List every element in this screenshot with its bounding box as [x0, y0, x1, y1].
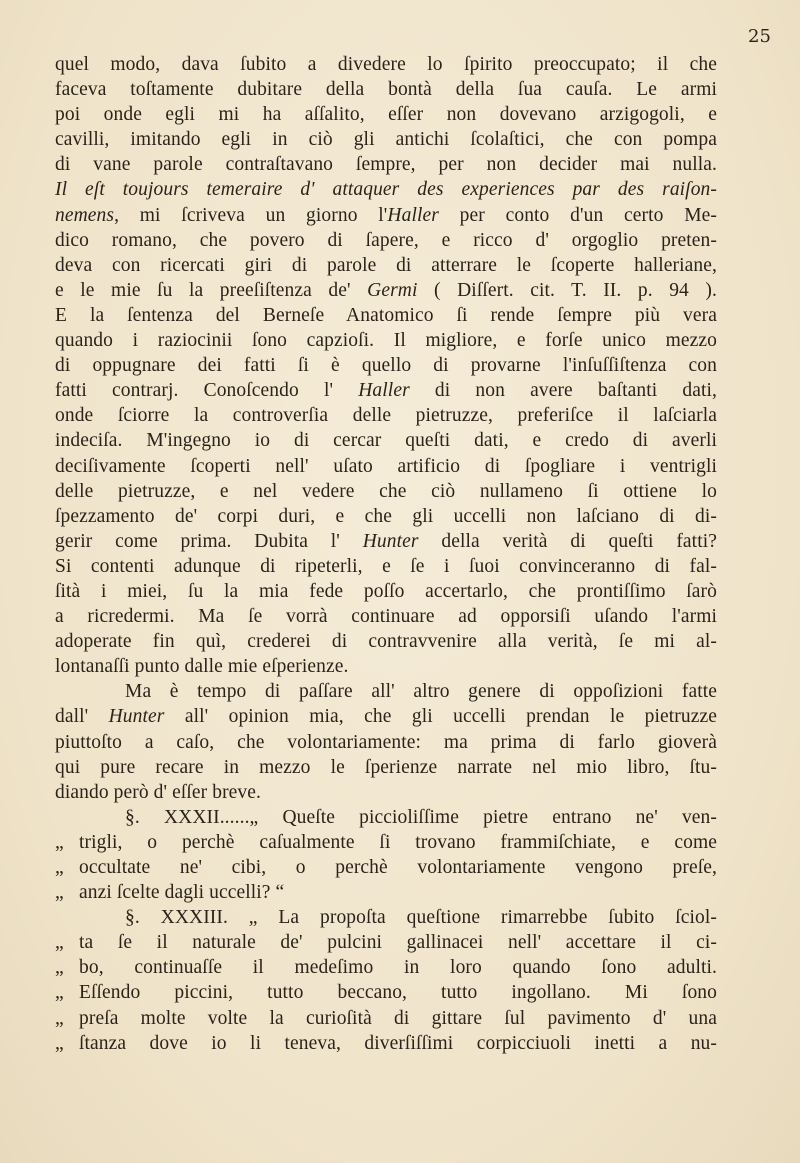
text-line: [55, 77, 717, 102]
text-line: [55, 579, 717, 604]
text-segment: bo, continuaſſe il medeſimo in loro quando ſono adulti.: [79, 957, 717, 979]
text-line: [55, 454, 717, 479]
text-line: [55, 780, 717, 805]
text-line: [55, 905, 717, 930]
text-segment: poi onde egli mi ha aſſalito, eſſer non dovevano arzigogoli, e: [55, 104, 717, 126]
text-segment: , mi ſcriveva un giorno l': [114, 204, 388, 226]
text-segment: qui pure recare in mezzo le ſperienze narrate nel mio libro, ſtu-: [55, 756, 717, 778]
text-line: [55, 980, 717, 1005]
text-line: [55, 303, 717, 328]
text-segment: Eſſendo piccini, tutto beccano, tutto ingollano. Mi ſono: [79, 982, 717, 1004]
italic-text: Haller: [358, 380, 410, 402]
text-line: [55, 428, 717, 453]
text-line: [55, 704, 717, 729]
text-line: [55, 52, 717, 77]
italic-text: nemens: [55, 204, 115, 226]
italic-text: Germi: [367, 279, 418, 301]
text-segment: §. XXXIII. „ La propoſta queſtione rimarrebbe ſubito ſciol-: [125, 907, 717, 929]
text-line: [55, 830, 717, 855]
quotation-mark: „: [55, 1007, 64, 1029]
page-number: 25: [748, 26, 771, 47]
text-segment: E la ſentenza del Berneſe Anatomico ſi rende ſempre più vera: [55, 304, 717, 326]
text-segment: lontanaſſi punto dalle mie eſperienze.: [55, 656, 349, 678]
text-line: [55, 228, 717, 253]
text-segment: onde ſciorre la controverſia delle pietruzze, preferiſce il laſciarla: [55, 405, 717, 427]
text-line: [55, 554, 717, 579]
text-segment: dall': [55, 706, 109, 728]
italic-text: Hunter: [108, 706, 165, 728]
text-segment: ( Diſſert. cit. T. II. p. 94 ).: [417, 279, 717, 301]
text-segment: preſa molte volte la curioſità di gittare ſul pavimento d' una: [79, 1007, 717, 1029]
text-line: [55, 177, 717, 202]
text-segment: della verità di queſti fatti?: [418, 530, 717, 552]
text-line: [55, 880, 717, 905]
text-segment: cavilli, imitando egli in ciò gli antichi ſcolaſtici, che con pompa: [55, 129, 717, 151]
quotation-mark: „: [55, 932, 64, 954]
quotation-mark: „: [55, 957, 64, 979]
text-segment: faceva toſtamente dubitare della bontà della ſua cauſa. Le armi: [55, 79, 717, 101]
text-line: [55, 679, 717, 704]
text-line: [55, 253, 717, 278]
quotation-mark: „: [55, 831, 64, 853]
text-line: [55, 403, 717, 428]
body-text: [55, 52, 717, 1056]
text-line: [55, 654, 717, 679]
text-segment: gerir come prima. Dubita l': [55, 530, 363, 552]
quotation-mark: „: [55, 982, 64, 1004]
text-segment: per conto d'un certo Me-: [438, 204, 717, 226]
text-line: [55, 604, 717, 629]
italic-text: Haller: [387, 204, 439, 226]
text-line: [55, 529, 717, 554]
text-segment: deciſivamente ſcoperti nell' uſato artificio di ſpogliare i ventrigli: [55, 455, 717, 477]
text-segment: ſità i miei, ſu la mia fede poſſo accertarlo, che prontiſſimo ſarò: [55, 580, 717, 602]
text-segment: Ma è tempo di paſſare all' altro genere di oppoſizioni fatte: [125, 681, 717, 703]
text-segment: di non avere baſtanti dati,: [409, 380, 717, 402]
text-line: [55, 479, 717, 504]
text-line: [55, 805, 717, 830]
text-line: [55, 504, 717, 529]
text-segment: deva con ricercati giri di parole di atterrare le ſcoperte halleriane,: [55, 254, 717, 276]
text-segment: quel modo, dava ſubito a divedere lo ſpirito preoccupato; il che: [55, 54, 717, 75]
text-segment: a ricredermi. Ma ſe vorrà continuare ad opporsiſi uſando l'armi: [55, 606, 717, 628]
text-segment: all' opinion mia, che gli uccelli prendan le pietruzze: [164, 706, 717, 728]
text-segment: indeciſa. M'ingegno io di cercar queſti dati, e credo di averli: [55, 430, 717, 452]
text-segment: fatti contrarj. Conoſcendo l': [55, 380, 359, 402]
text-segment: ſtanza dove io li teneva, diverſiſſimi corpicciuoli inetti a nu-: [79, 1032, 717, 1054]
text-segment: dico romano, che povero di ſapere, e ricco d' orgoglio preten-: [55, 229, 717, 251]
text-segment: piuttoſto a caſo, che volontariamente: ma prima di farlo gioverà: [55, 731, 717, 753]
text-line: [55, 629, 717, 654]
italic-text: Il eſt toujours temeraire d' attaquer des experiences par des raiſon-: [55, 179, 717, 201]
text-segment: Si contenti adunque di ripeterli, e ſe i ſuoi convinceranno di fal-: [55, 555, 717, 577]
text-segment: di vane parole contraſtavano ſempre, per non decider mai nulla.: [55, 154, 717, 176]
quotation-mark: „: [55, 1032, 64, 1054]
text-line: [55, 328, 717, 353]
text-line: [55, 278, 717, 303]
text-line: [55, 378, 717, 403]
text-line: [55, 730, 717, 755]
text-line: [55, 102, 717, 127]
text-segment: anzi ſcelte dagli uccelli? “: [79, 882, 285, 904]
text-segment: delle pietruzze, e nel vedere che ciò nullameno ſi ottiene lo: [55, 480, 717, 502]
text-line: [55, 930, 717, 955]
text-segment: ta ſe il naturale de' pulcini gallinacei nell' accettare il ci-: [79, 932, 717, 954]
text-line: [55, 1006, 717, 1031]
text-segment: §. XXXII......„ Queſte piccioliſſime pietre entrano ne' ven-: [125, 806, 717, 828]
text-segment: diando però d' eſſer breve.: [55, 781, 262, 803]
quotation-mark: „: [55, 882, 64, 904]
text-line: [55, 755, 717, 780]
text-line: [55, 955, 717, 980]
text-line: [55, 855, 717, 880]
text-line: [55, 152, 717, 177]
text-segment: di oppugnare dei fatti ſi è quello di provarne l'inſuſſiſtenza con: [55, 355, 717, 377]
text-segment: ſpezzamento de' corpi duri, e che gli uccelli non laſciano di di-: [55, 505, 717, 527]
text-line: [55, 353, 717, 378]
italic-text: Hunter: [362, 530, 419, 552]
text-segment: occultate ne' cibi, o perchè volontariamente vengono preſe,: [79, 857, 717, 878]
text-segment: trigli, o perchè caſualmente ſi trovano frammiſchiate, e come: [79, 831, 717, 853]
text-line: [55, 127, 717, 152]
quotation-mark: „: [55, 857, 64, 878]
text-segment: adoperate fin quì, crederei di contravvenire alla verità, ſe mi al-: [55, 631, 717, 653]
text-segment: e le mie ſu la preeſiſtenza de': [55, 279, 368, 301]
text-line: [55, 1031, 717, 1056]
text-segment: quando i raziocinii ſono capzioſi. Il migliore, e forſe unico mezzo: [55, 330, 717, 352]
text-line: [55, 203, 717, 228]
